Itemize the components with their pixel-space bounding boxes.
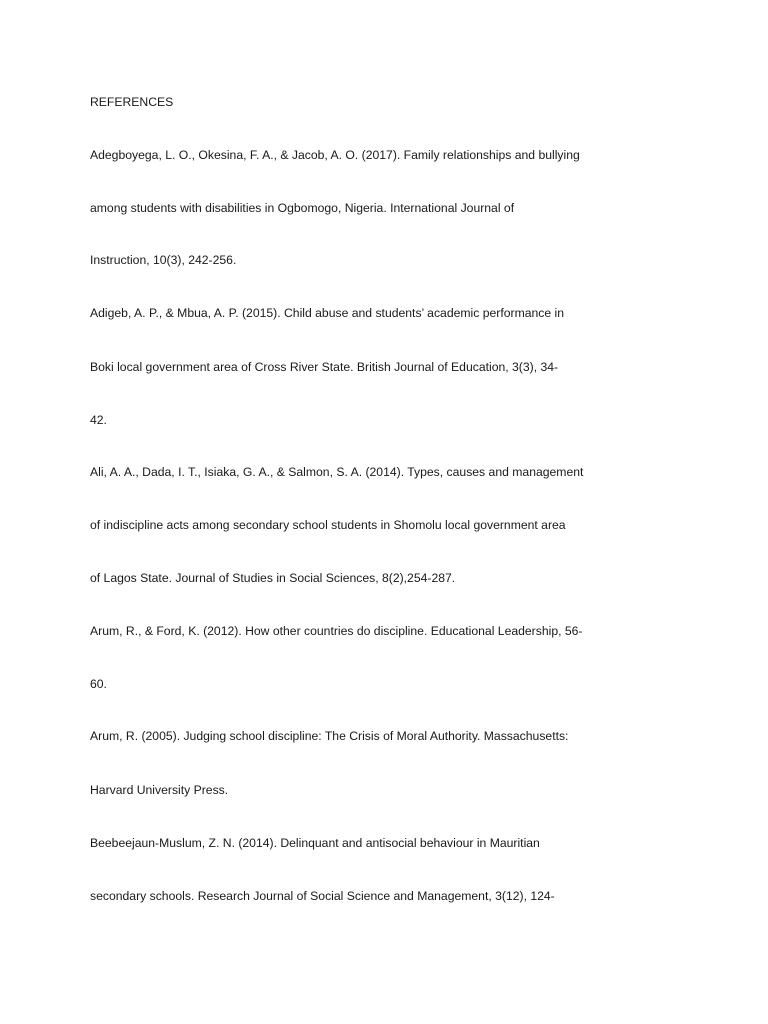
reference-line: Arum, R., & Ford, K. (2012). How other countries do discipline. Educational Leadership, 56- [90, 624, 583, 638]
reference-line: 42. [90, 413, 107, 427]
reference-line: Beebeejaun-Muslum, Z. N. (2014). Delinquant and antisocial behaviour in Mauritian [90, 836, 540, 850]
reference-line: among students with disabilities in Ogbomogo, Nigeria. International Journal of [90, 201, 515, 215]
reference-line: Instruction, 10(3), 242-256. [90, 253, 237, 267]
reference-line: of indiscipline acts among secondary school students in Shomolu local government area [90, 518, 566, 532]
reference-line: Adegboyega, L. O., Okesina, F. A., & Jacob, A. O. (2017). Family relationships and bullying [90, 148, 580, 162]
reference-line: Boki local government area of Cross River State. British Journal of Education, 3(3), 34- [90, 360, 559, 374]
reference-line: Harvard University Press. [90, 783, 229, 797]
page-heading: REFERENCES [90, 95, 174, 109]
reference-line: Adigeb, A. P., & Mbua, A. P. (2015). Child abuse and students’ academic performance in [90, 306, 565, 320]
reference-line: of Lagos State. Journal of Studies in Social Sciences, 8(2),254-287. [90, 571, 456, 585]
reference-line: Ali, A. A., Dada, I. T., Isiaka, G. A., & Salmon, S. A. (2014). Types, causes and management [90, 465, 584, 479]
reference-line: secondary schools. Research Journal of Social Science and Management, 3(12), 124- [90, 889, 555, 903]
reference-line: Arum, R. (2005). Judging school discipline: The Crisis of Moral Authority. Massachusetts: [90, 729, 569, 743]
reference-line: 60. [90, 677, 107, 691]
